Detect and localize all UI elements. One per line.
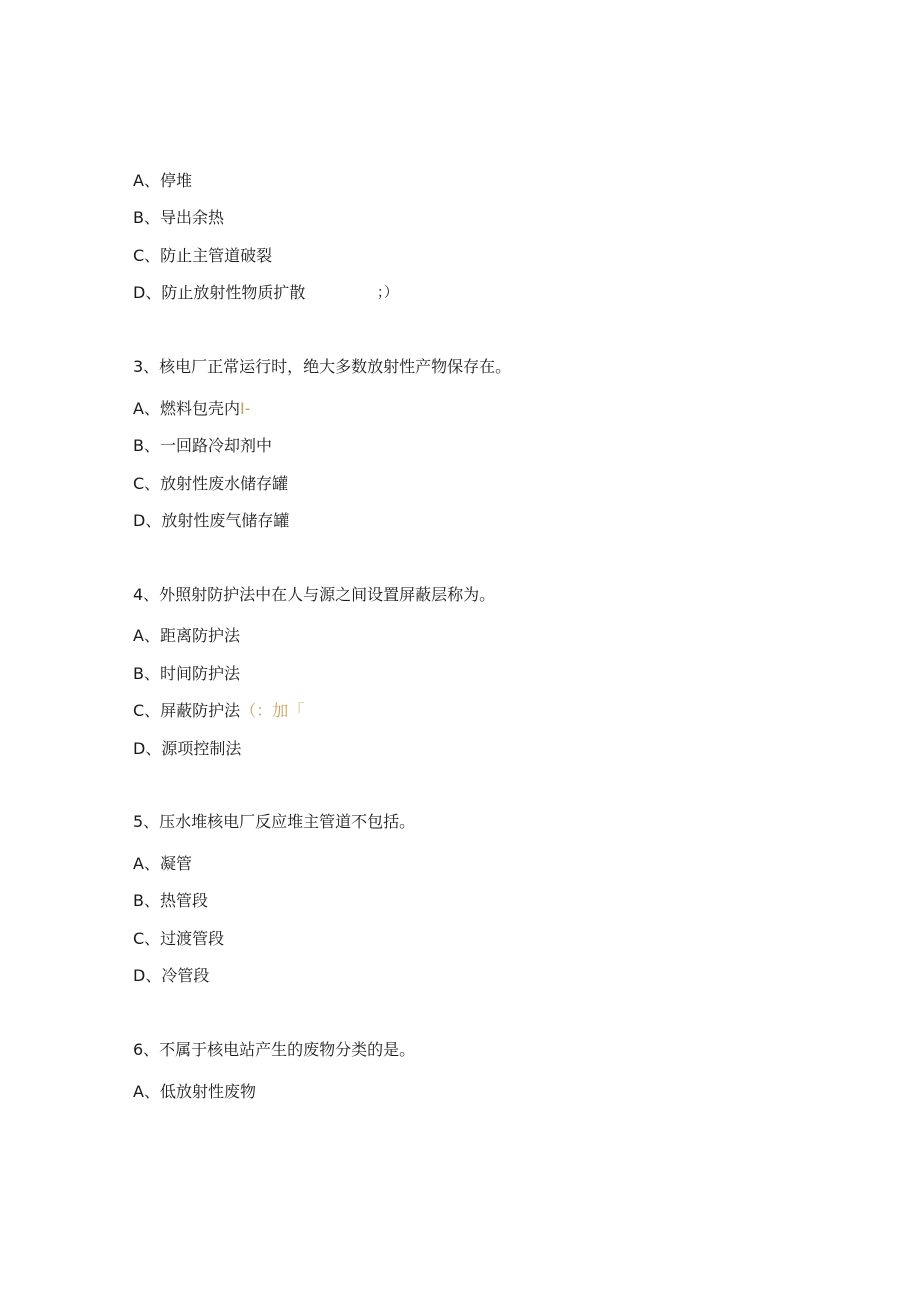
- question-6: 6、不属于核电站产生的废物分类的是。: [133, 1040, 416, 1059]
- question-5: 5、压水堆核电厂反应堆主管道不包括。: [133, 812, 416, 831]
- q5-option-d: D、冷管段: [133, 966, 210, 985]
- q4-option-b: B、时间防护法: [133, 664, 240, 683]
- question-4: 4、外照射防护法中在人与源之间设置屏蔽层称为。: [133, 585, 496, 604]
- option-d: D、防止放射性物质扩散 ；）: [133, 283, 398, 302]
- q5-option-b: B、热管段: [133, 891, 208, 910]
- option-c: C、防止主管道破裂: [133, 246, 273, 265]
- q3-option-c: C、放射性废水储存罐: [133, 474, 289, 493]
- q5-option-a: A、凝管: [133, 854, 192, 873]
- question-3: 3、核电厂正常运行时，绝大多数放射性产物保存在。: [133, 357, 512, 376]
- q4-option-a: A、距离防护法: [133, 626, 240, 645]
- option-b: B、导出余热: [133, 208, 224, 227]
- q3-option-d: D、放射性废气储存罐: [133, 511, 290, 530]
- q3-option-a: A、燃料包壳内I-: [133, 399, 251, 418]
- q3-option-b: B、一回路冷却剂中: [133, 436, 272, 455]
- option-a: A、停堆: [133, 171, 192, 190]
- tail-mark: ；）: [377, 285, 398, 301]
- q4-option-c: C、屏蔽防护法（：加「: [133, 701, 305, 720]
- q5-option-c: C、过渡管段: [133, 929, 225, 948]
- q3-mark: I-: [239, 399, 251, 418]
- q4-option-d: D、源项控制法: [133, 739, 242, 758]
- q4-mark: （：加「: [240, 701, 305, 720]
- q6-option-a: A、低放射性废物: [133, 1082, 256, 1101]
